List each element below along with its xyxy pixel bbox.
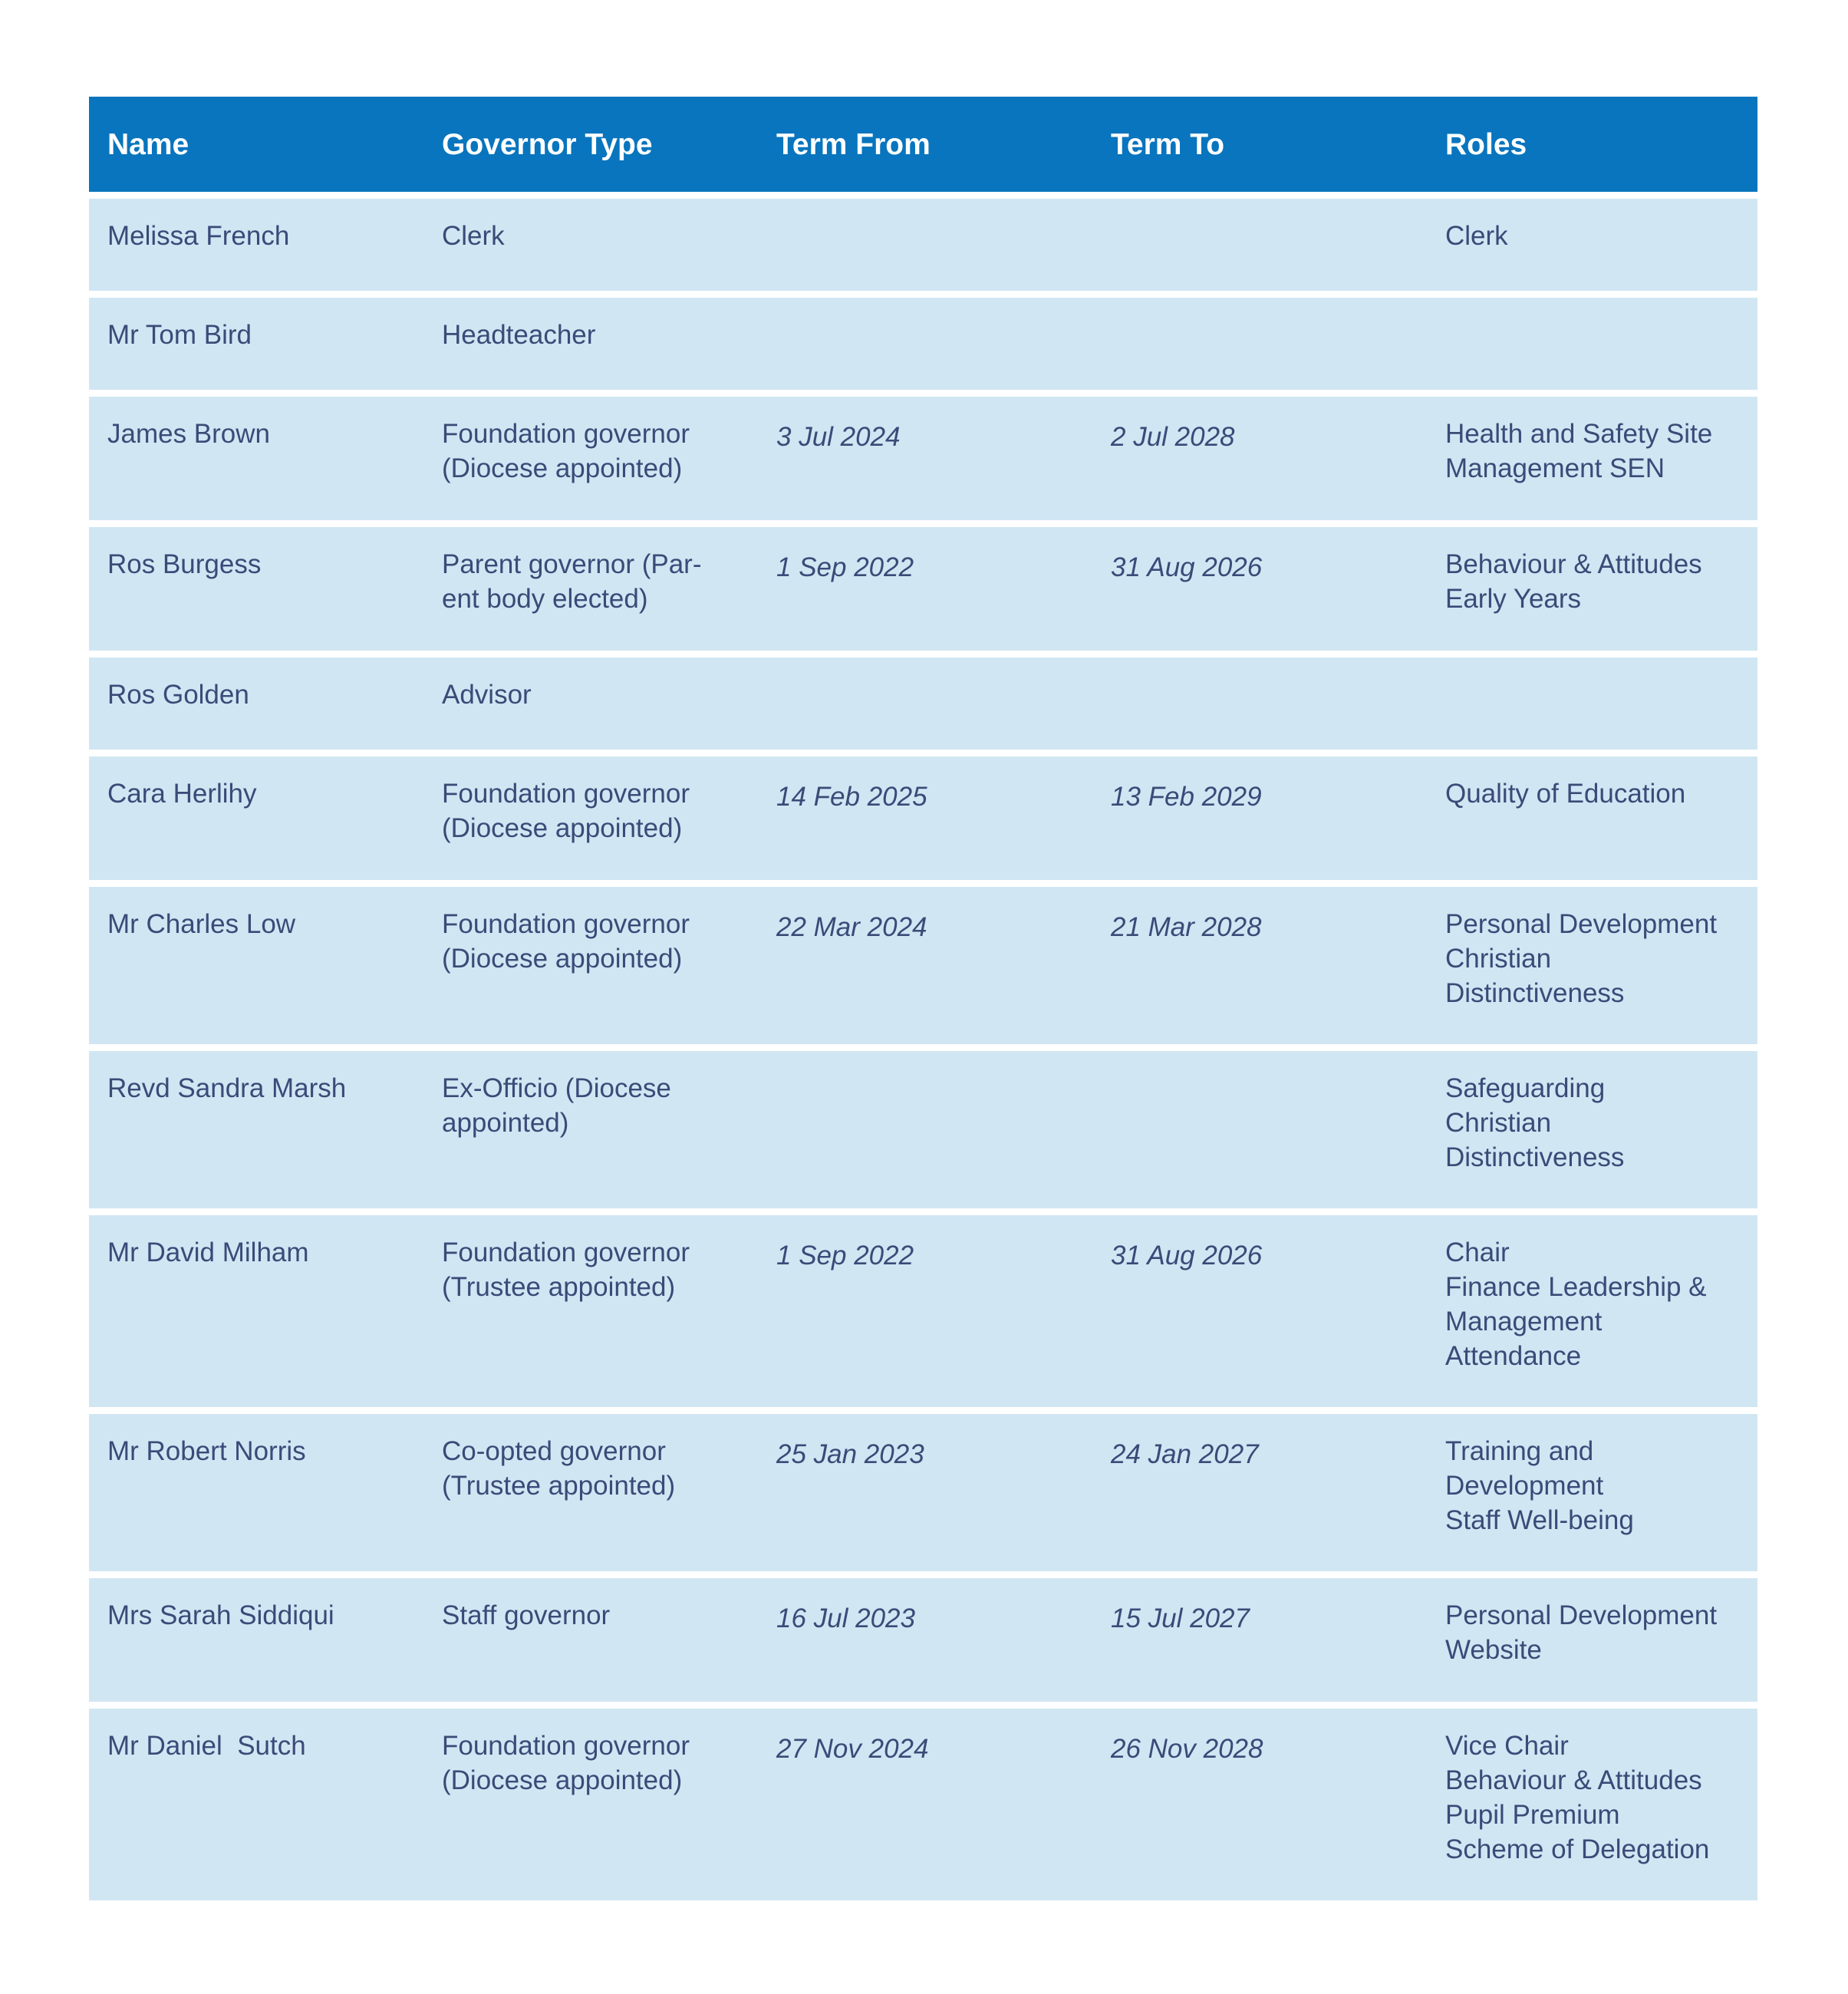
cell-term-from: [758, 318, 1092, 390]
cell-roles: [1427, 417, 1757, 520]
cell-roles: [1427, 1235, 1757, 1407]
role-item: Pupil Premium: [1445, 1800, 1620, 1830]
cell-governor-type: [423, 677, 758, 750]
cell-roles: [1427, 907, 1757, 1044]
table-row: [89, 1215, 1757, 1407]
table-header: [89, 97, 1757, 192]
table-row: [89, 397, 1757, 520]
role-item: Staff Well-being: [1445, 1505, 1634, 1535]
cell-governor-type: [423, 1434, 758, 1571]
role-item: Early Years: [1445, 584, 1582, 614]
role-item: Health and Safety Site: [1445, 419, 1713, 449]
cell-name: Mr David Milham: [107, 1238, 309, 1267]
cell-term-from: 1 Sep 2022: [776, 552, 914, 582]
table-row: [89, 298, 1757, 390]
cell-name: Cara Herlihy: [107, 779, 257, 809]
role-item: Chair: [1445, 1238, 1510, 1267]
cell-governor-type: [423, 547, 758, 651]
role-item: Quality of Education: [1445, 779, 1686, 809]
cell-term-to: 13 Feb 2029: [1111, 782, 1262, 812]
cell-term-to: 2 Jul 2028: [1111, 422, 1235, 452]
role-item: Behaviour & Attitudes: [1445, 1765, 1702, 1795]
cell-term-from: [758, 1071, 1092, 1208]
role-item: Behaviour & Attitudes: [1445, 549, 1702, 579]
role-item: Attendance: [1445, 1341, 1582, 1371]
cell-term-from: 1 Sep 2022: [776, 1241, 914, 1271]
table-body: [89, 199, 1757, 1900]
role-item: Personal Development: [1445, 1600, 1718, 1630]
governor-type-line: Co-opted governor: [442, 1436, 666, 1466]
header-term-from: Term From: [776, 127, 931, 161]
role-item: Personal Development: [1445, 909, 1718, 939]
governor-type-line: Clerk: [442, 221, 505, 251]
governor-type-line: Foundation governor: [442, 419, 690, 449]
governor-type-line: Headteacher: [442, 320, 596, 350]
governor-type-line: Parent governor (Par-: [442, 549, 702, 579]
role-item: Safeguarding: [1445, 1073, 1606, 1103]
cell-term-from: 14 Feb 2025: [776, 782, 927, 812]
governor-type-line: Foundation governor: [442, 1731, 690, 1761]
table-row: [89, 527, 1757, 651]
role-item: Finance Leadership &: [1445, 1272, 1707, 1302]
governor-type-line: (Diocese appointed): [442, 944, 683, 974]
cell-name: Mr Daniel Sutch: [107, 1731, 306, 1761]
cell-name: Mr Charles Low: [107, 909, 296, 939]
governor-type-line: Ex-Officio (Diocese: [442, 1073, 671, 1103]
cell-name: Mr Robert Norris: [107, 1436, 306, 1466]
cell-roles: [1427, 547, 1757, 651]
cell-governor-type: [423, 907, 758, 1044]
table-row: [89, 658, 1757, 750]
header-name: Name: [107, 127, 189, 161]
cell-governor-type: [423, 1598, 758, 1702]
governor-type-line: (Diocese appointed): [442, 453, 683, 483]
governor-type-line: Foundation governor: [442, 909, 690, 939]
role-item: Scheme of Delegation: [1445, 1834, 1710, 1864]
role-item: Clerk: [1445, 221, 1508, 251]
cell-name: Mr Tom Bird: [107, 320, 252, 350]
cell-term-to: 31 Aug 2026: [1111, 552, 1263, 582]
cell-term-from: [758, 677, 1092, 750]
header-term-to: Term To: [1111, 127, 1225, 161]
governor-type-line: ent body elected): [442, 584, 648, 614]
cell-name: Mrs Sarah Siddiqui: [107, 1600, 334, 1630]
governor-type-line: Foundation governor: [442, 1238, 690, 1267]
cell-roles: [1427, 1598, 1757, 1702]
table-row: [89, 756, 1757, 880]
governor-type-line: Advisor: [442, 680, 532, 710]
governor-type-line: appointed): [442, 1108, 569, 1138]
cell-name: Ros Burgess: [107, 549, 262, 579]
table-row: [89, 1578, 1757, 1702]
cell-roles: [1427, 776, 1757, 880]
governor-type-line: (Diocese appointed): [442, 813, 683, 843]
cell-term-from: 25 Jan 2023: [776, 1439, 924, 1469]
cell-term-to: [1092, 1071, 1427, 1208]
cell-term-from: 22 Mar 2024: [776, 912, 927, 942]
cell-term-from: 3 Jul 2024: [776, 422, 901, 452]
table-row: [89, 1414, 1757, 1571]
governor-type-line: Foundation governor: [442, 779, 690, 809]
cell-term-to: [1092, 318, 1427, 390]
cell-term-to: 21 Mar 2028: [1111, 912, 1262, 942]
table-row: [89, 199, 1757, 291]
cell-term-to: 15 Jul 2027: [1111, 1603, 1250, 1633]
cell-term-to: 31 Aug 2026: [1111, 1241, 1263, 1271]
cell-roles: [1427, 1434, 1757, 1571]
table-row: [89, 887, 1757, 1044]
cell-term-from: 27 Nov 2024: [776, 1734, 929, 1764]
role-item: Management SEN: [1445, 453, 1665, 483]
cell-name: James Brown: [107, 419, 271, 449]
role-item: Distinctiveness: [1445, 978, 1625, 1008]
role-item: Website: [1445, 1635, 1542, 1665]
cell-governor-type: [423, 219, 758, 291]
governor-type-line: (Trustee appointed): [442, 1272, 676, 1302]
governors-table: [89, 97, 1757, 1900]
table-row: [89, 1709, 1757, 1900]
cell-governor-type: [423, 1235, 758, 1407]
cell-term-to: [1092, 219, 1427, 291]
cell-name: Ros Golden: [107, 680, 249, 710]
header-governor-type: Governor Type: [442, 127, 653, 161]
cell-term-to: [1092, 677, 1427, 750]
role-item: Management: [1445, 1307, 1603, 1336]
cell-governor-type: [423, 1071, 758, 1208]
cell-roles: [1427, 318, 1757, 390]
cell-term-to: 26 Nov 2028: [1111, 1734, 1263, 1764]
header-roles: Roles: [1445, 127, 1527, 161]
cell-roles: [1427, 677, 1757, 750]
governor-type-line: Staff governor: [442, 1600, 611, 1630]
cell-term-from: [758, 219, 1092, 291]
cell-governor-type: [423, 417, 758, 520]
cell-term-to: 24 Jan 2027: [1111, 1439, 1259, 1469]
cell-governor-type: [423, 318, 758, 390]
governor-type-line: (Diocese appointed): [442, 1765, 683, 1795]
role-item: Christian: [1445, 944, 1552, 974]
table-row: [89, 1051, 1757, 1208]
governor-type-line: (Trustee appointed): [442, 1471, 676, 1501]
role-item: Christian: [1445, 1108, 1552, 1138]
role-item: Distinctiveness: [1445, 1142, 1625, 1172]
cell-name: Revd Sandra Marsh: [107, 1073, 347, 1103]
cell-name: Melissa French: [107, 221, 290, 251]
cell-roles: [1427, 1729, 1757, 1900]
cell-term-from: 16 Jul 2023: [776, 1603, 915, 1633]
cell-governor-type: [423, 776, 758, 880]
role-item: Development: [1445, 1471, 1604, 1501]
cell-roles: [1427, 1071, 1757, 1208]
cell-roles: [1427, 219, 1757, 291]
role-item: Training and: [1445, 1436, 1594, 1466]
role-item: Vice Chair: [1445, 1731, 1569, 1761]
cell-governor-type: [423, 1729, 758, 1900]
